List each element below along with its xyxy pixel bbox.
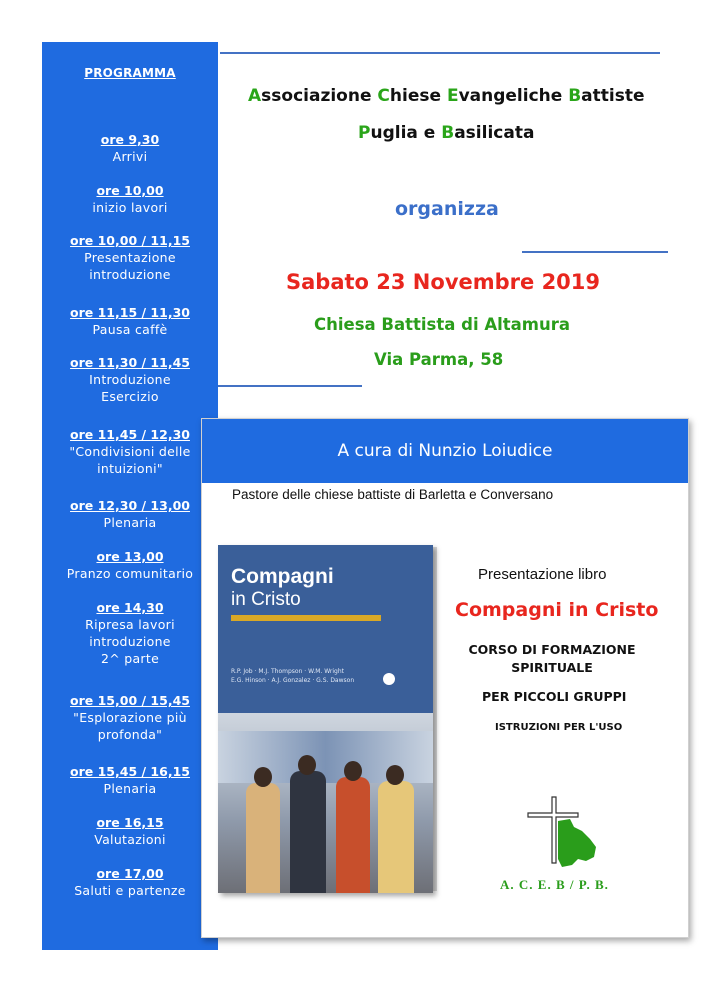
- organizza-label: organizza: [395, 198, 499, 220]
- program-slot: [42, 304, 218, 338]
- word-rest: attiste: [581, 86, 645, 106]
- aceb-logo-icon: [512, 791, 602, 871]
- person-head: [298, 755, 316, 775]
- presentation-label: Presentazione libro: [478, 566, 607, 583]
- event-date: Sabato 23 Novembre 2019: [286, 270, 601, 294]
- book-authors-line: E.G. Hinson · A.J. Gonzalez · G.S. Dawson: [231, 677, 355, 684]
- slot-time: ore 14,30: [96, 600, 164, 615]
- association-region: [358, 123, 534, 143]
- initial-letter: C: [377, 86, 390, 106]
- groups-line: PER PICCOLI GRUPPI: [482, 689, 627, 704]
- curator-line: A cura di Nunzio Loiudice: [337, 441, 553, 461]
- program-slot: [42, 426, 218, 477]
- word-rest: uglia e: [370, 123, 442, 143]
- book-authors-line: R.P. Job · M.J. Thompson · W.M. Wright: [231, 668, 345, 675]
- person-figure: [378, 781, 414, 893]
- slot-description: Arrivi: [112, 149, 148, 164]
- panel-header: [202, 419, 688, 483]
- word-rest: vangeliche: [458, 86, 569, 106]
- program-sidebar: [42, 42, 218, 950]
- program-slot: [42, 865, 218, 899]
- slot-description: "Esplorazione più: [73, 710, 187, 725]
- book-cover-bar: [231, 615, 381, 621]
- slot-description: inizio lavori: [92, 200, 168, 215]
- course-title: [464, 641, 640, 677]
- aceb-logo-text: A. C. E. B / P. B.: [500, 877, 609, 892]
- slot-time: ore 9,30: [100, 132, 160, 147]
- program-slot: [42, 814, 218, 848]
- instructions-line: ISTRUZIONI PER L'USO: [495, 722, 623, 733]
- slot-description: Esercizio: [101, 389, 159, 404]
- program-slot: [42, 131, 218, 165]
- person-head: [254, 767, 272, 787]
- publisher-logo-icon: [383, 673, 395, 685]
- slot-time: ore 12,30 / 13,00: [70, 498, 190, 513]
- book-panel: [201, 418, 689, 938]
- divider-low: [218, 385, 362, 387]
- program-slot: [42, 599, 218, 667]
- slot-description: introduzione: [89, 634, 171, 649]
- slot-description: introduzione: [89, 267, 171, 282]
- program-title: PROGRAMMA: [84, 66, 176, 80]
- slot-description: Presentazione: [84, 250, 176, 265]
- program-slot: [42, 232, 218, 283]
- program-slot: [42, 182, 218, 216]
- program-slot: [42, 763, 218, 797]
- slot-time: ore 16,15: [96, 815, 164, 830]
- slot-description: Plenaria: [103, 515, 157, 530]
- book-cover: [218, 545, 433, 893]
- slot-time: ore 10,00: [96, 183, 164, 198]
- person-figure: [336, 777, 370, 893]
- slot-description: profonda": [97, 727, 163, 742]
- slot-description: Pranzo comunitario: [66, 566, 194, 581]
- word-rest: ssociazione: [261, 86, 378, 106]
- person-figure: [246, 783, 280, 893]
- slot-description: Valutazioni: [94, 832, 166, 847]
- slot-description: Pausa caffè: [92, 322, 168, 337]
- initial-letter: B: [441, 123, 455, 143]
- event-address: Via Parma, 58: [374, 350, 504, 369]
- cover-photo: [218, 713, 433, 893]
- slot-time: ore 17,00: [96, 866, 164, 881]
- slot-time: ore 10,00 / 11,15: [70, 233, 190, 248]
- course-title-line: SPIRITUALE: [511, 660, 593, 675]
- slot-time: ore 15,45 / 16,15: [70, 764, 190, 779]
- person-head: [344, 761, 362, 781]
- book-cover-title: Compagni: [231, 565, 334, 588]
- word-rest: asilicata: [454, 123, 535, 143]
- slot-description: 2^ parte: [100, 651, 160, 666]
- slot-description: Ripresa lavori: [85, 617, 175, 632]
- slot-description: Introduzione: [89, 372, 171, 387]
- program-slot: [42, 354, 218, 405]
- presentation-title: Compagni in Cristo: [455, 599, 659, 621]
- pastor-line: Pastore delle chiese battiste di Barletta e Conversano: [232, 487, 554, 502]
- slot-description: Plenaria: [103, 781, 157, 796]
- slot-time: ore 11,30 / 11,45: [70, 355, 190, 370]
- person-figure: [290, 771, 326, 893]
- initial-letter: A: [248, 86, 262, 106]
- event-venue: Chiesa Battista di Altamura: [314, 315, 570, 334]
- slot-description: intuizioni": [97, 461, 163, 476]
- initial-letter: E: [446, 86, 459, 106]
- association-name: [248, 86, 645, 106]
- initial-letter: B: [568, 86, 582, 106]
- slot-time: ore 13,00: [96, 549, 164, 564]
- word-rest: hiese: [389, 86, 447, 106]
- program-slot: [42, 548, 218, 582]
- slot-time: ore 11,45 / 12,30: [70, 427, 190, 442]
- program-slot: [42, 692, 218, 743]
- slot-time: ore 11,15 / 11,30: [70, 305, 190, 320]
- book-authors: [231, 667, 354, 685]
- initial-letter: P: [358, 123, 371, 143]
- divider-top: [220, 52, 660, 54]
- program-slot: [42, 497, 218, 531]
- slot-time: ore 15,00 / 15,45: [70, 693, 190, 708]
- person-head: [386, 765, 404, 785]
- course-title-line: CORSO DI FORMAZIONE: [468, 642, 636, 657]
- slot-description: "Condivisioni delle: [69, 444, 191, 459]
- divider-mid: [522, 251, 668, 253]
- slot-description: Saluti e partenze: [74, 883, 186, 898]
- book-cover-subtitle: in Cristo: [231, 589, 301, 610]
